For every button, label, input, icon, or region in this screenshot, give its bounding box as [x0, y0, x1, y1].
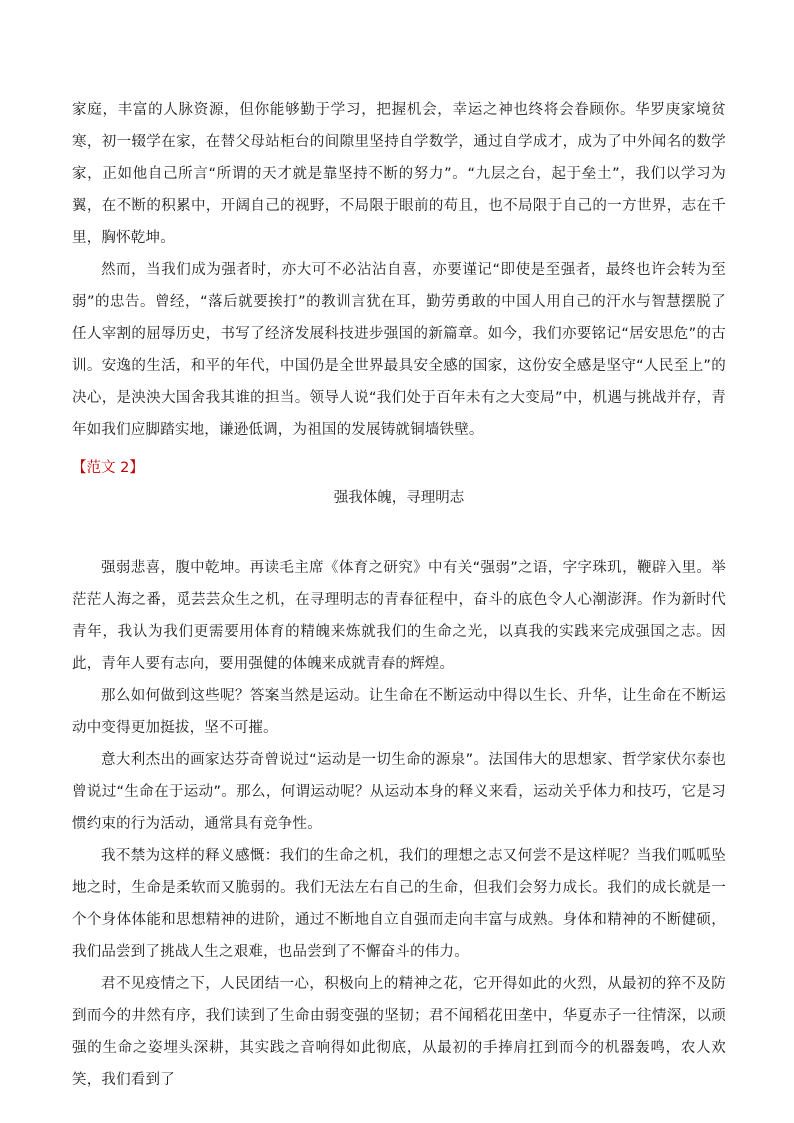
- paragraph: 意大利杰出的画家达芬奇曾说过“运动是一切生命的源泉”。法国伟大的思想家、哲学家伏尔泰也曾说过“生命在于运动”。那么，何谓运动呢？从运动本身的释义来看，运动关乎体力和技巧，它是习惯约束的行为活动，通常具有竞争性。: [72, 752, 726, 832]
- paragraph: 然而，当我们成为强者时，亦大可不必沾沾自喜，亦要谨记“即使是至强者，最终也许会转为至弱”的忠告。曾经，“落后就要挨打”的教训言犹在耳，勤劳勇敢的中国人用自己的汗水与智慧摆脱了任人宰割的屈辱历史，书写了经济发展科技进步强国的新篇章。如今，我们亦要铭记“居安思危”的古训。安逸的生活，和平的年代，中国仍是全世界最具安全感的国家，这份安全感是坚守“人民至上”的决心，是泱泱大国舍我其谁的担当。领导人说“我们处于百年未有之大变局”中，机遇与挑战并存，青年如我们应脚踏实地，谦逊低调，为祖国的发展铸就铜墙铁壁。: [72, 262, 726, 438]
- paragraph: 家庭，丰富的人脉资源，但你能够勤于学习，把握机会，幸运之神也终将会眷顾你。华罗庚家境贫寒，初一辍学在家，在替父母站柜台的间隙里坚持自学数学，通过自学成才，成为了中外闻名的数学家，正如他自己所言“所谓的天才就是靠坚持不断的努力”。“九层之台，起于垒土”，我们以学习为翼，在不断的积累中，开阔自己的视野，不局限于眼前的苟且，也不局限于自己的一方世界，志在千里，胸怀乾坤。: [72, 102, 726, 246]
- document-body: [72, 94, 726, 1096]
- paragraph: 那么如何做到这些呢？答案当然是运动。让生命在不断运动中得以生长、升华，让生命在不断运动中变得更加挺拔，坚不可摧。: [72, 688, 726, 736]
- spacer: [72, 512, 726, 552]
- paragraph: 我不禁为这样的释义感慨：我们的生命之机，我们的理想之志又何尝不是这样呢？当我们呱呱坠地之时，生命是柔软而又脆弱的。我们无法左右自己的生命，但我们会努力成长。我们的成长就是一个个身体体能和思想精神的进阶，通过不断地自立自强而走向丰富与成熟。身体和精神的不断健硕，我们品尝到了挑战人生之艰难，也品尝到了不懈奋斗的伟力。: [72, 848, 726, 960]
- paragraph: 强弱悲喜，腹中乾坤。再读毛主席《体育之研究》中有关“强弱”之语，字字珠玑，鞭辟入里。举茫茫人海之番，觅芸芸众生之机，在寻理明志的青春征程中，奋斗的底色令人心潮澎湃。作为新时代青年，我认为我们更需要用体育的精魄来炼就我们的生命之光，以真我的实践来完成强国之志。因此，青年人要有志向，要用强健的体魄来成就青春的辉煌。: [72, 560, 726, 672]
- essay-title: 强我体魄，寻理明志: [333, 490, 465, 506]
- paragraph: 君不见疫情之下，人民团结一心，积极向上的精神之花，它开得如此的火烈，从最初的猝不及防到而今的井然有序，我们读到了生命由弱变强的坚韧；君不闻稻花田垄中，华夏赤子一往情深，以顽强的生命之姿埋头深耕，其实践之音响得如此彻底，从最初的手捧肩扛到而今的机器轰鸣，农人欢笑，我们看到了: [72, 976, 726, 1088]
- section-label: 【范文 2】: [72, 460, 144, 476]
